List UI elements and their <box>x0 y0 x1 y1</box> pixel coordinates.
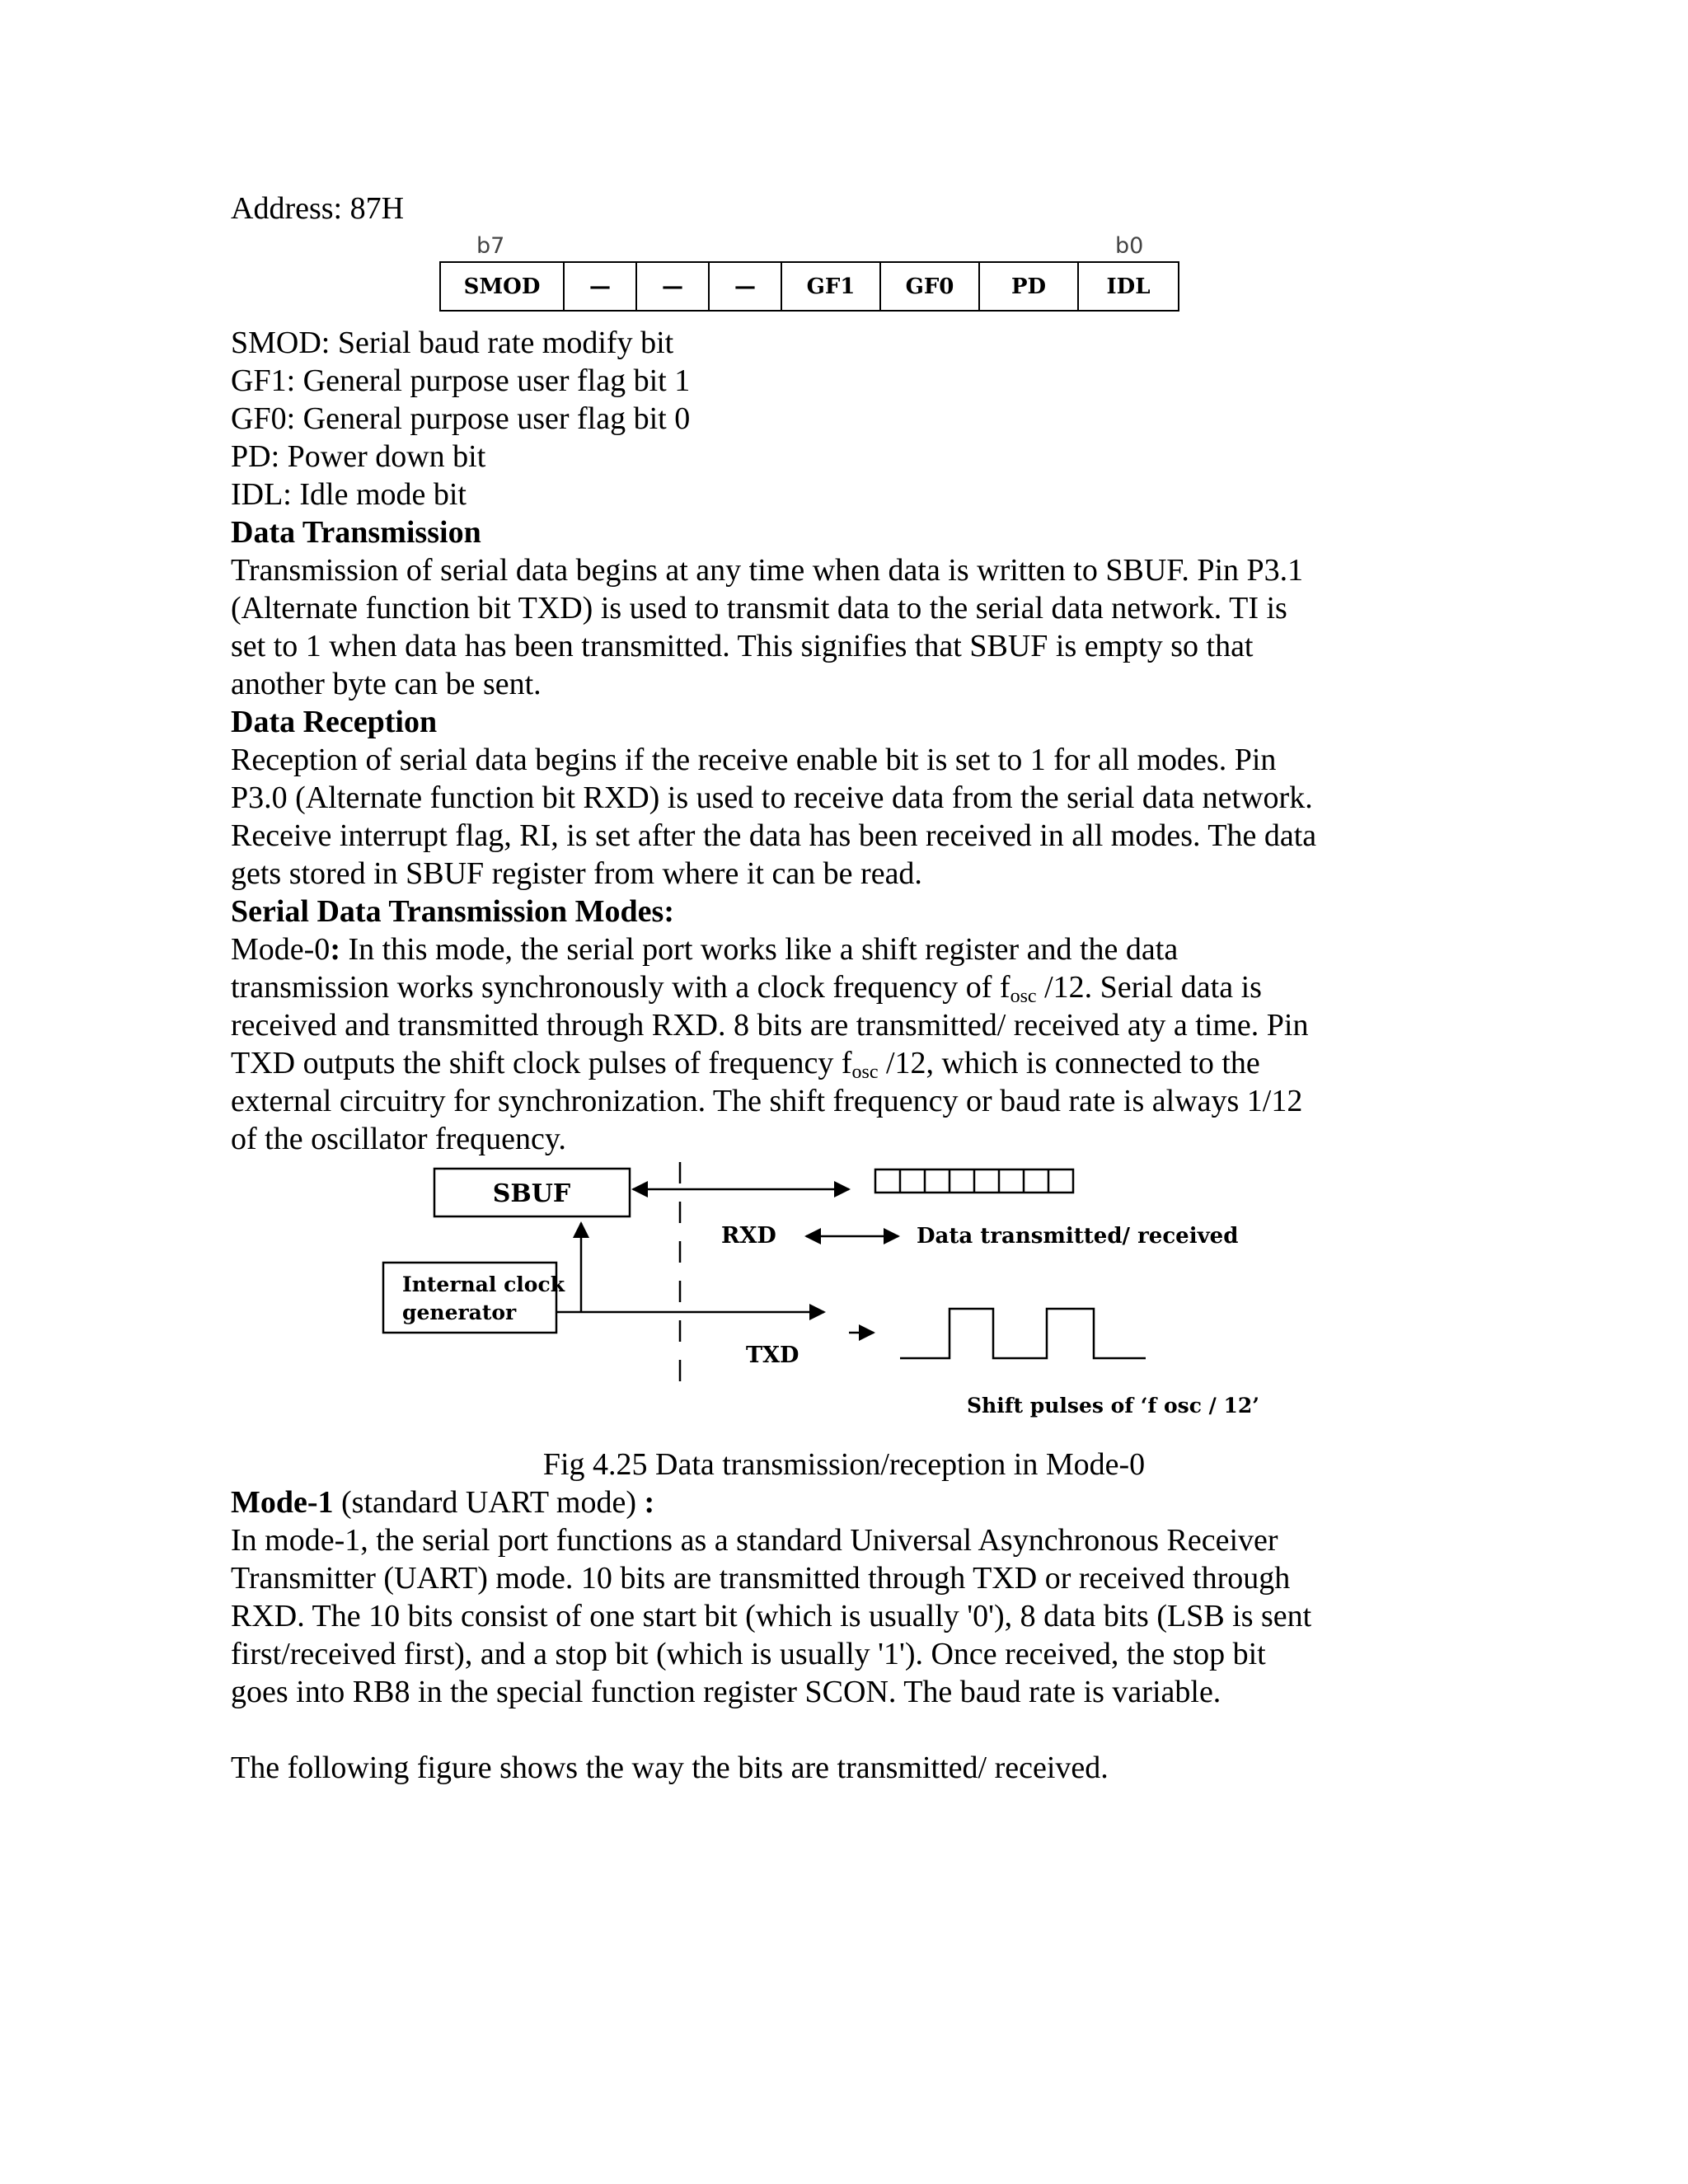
paragraph-line: received and transmitted through RXD. 8 bits are transmitted/ received aty a time. Pin <box>231 1008 1309 1043</box>
paragraph-line: Transmitter (UART) mode. 10 bits are transmitted through TXD or received through <box>231 1561 1291 1596</box>
fosc-subscript: osc <box>1010 986 1037 1007</box>
shift-pulse-waveform <box>900 1309 1146 1358</box>
bit-description: IDL: Idle mode bit <box>231 477 467 512</box>
paragraph-line: (Alternate function bit TXD) is used to transmit data to the serial data network. TI is <box>231 591 1287 626</box>
paragraph-line: Receive interrupt flag, RI, is set after the data has been received in all modes. The data <box>231 818 1317 853</box>
data-transmitted-label: Data transmitted/ received <box>917 1224 1239 1249</box>
data-transmission-heading: Data Transmission <box>231 515 481 550</box>
address-line: Address: 87H <box>231 191 405 226</box>
paragraph-line: external circuitry for synchronization. The shift frequency or baud rate is always 1/12 <box>231 1084 1303 1118</box>
rxd-label: RXD <box>721 1223 776 1249</box>
bit-description: GF1: General purpose user flag bit 1 <box>231 363 691 398</box>
register-bit-4: — <box>710 263 782 310</box>
register-lsb-label: b0 <box>1115 233 1144 259</box>
register-bit-3: GF1 <box>782 263 881 310</box>
register-msb-label: b7 <box>476 233 505 259</box>
register-bit-2: GF0 <box>881 263 980 310</box>
mode0-line2-tail: /12. Serial data is <box>1036 970 1262 1005</box>
register-bit-7: SMOD <box>441 263 565 310</box>
clock-label-1: Internal clock <box>402 1272 565 1296</box>
mode1-colon: : <box>644 1485 655 1520</box>
paragraph-line: Reception of serial data begins if the receive enable bit is set to 1 for all modes. Pin <box>231 743 1277 777</box>
register-bit-6: — <box>565 263 637 310</box>
mode0-line4-text: TXD outputs the shift clock pulses of frequency f <box>231 1046 852 1080</box>
data-bit-boxes <box>875 1169 1073 1193</box>
fosc-subscript: osc <box>851 1062 879 1083</box>
closing-line: The following figure shows the way the bits are transmitted/ received. <box>231 1750 1109 1785</box>
modes-heading: Serial Data Transmission Modes: <box>231 894 674 929</box>
mode0-line4-tail: /12, which is connected to the <box>878 1046 1260 1080</box>
mode0-colon: : <box>330 932 340 967</box>
shift-pulses-label: Shift pulses of ‘f osc / 12’ <box>967 1394 1259 1418</box>
data-reception-heading: Data Reception <box>231 705 438 739</box>
paragraph-line: gets stored in SBUF register from where it can be read. <box>231 856 922 891</box>
mode1-section <box>231 1483 1311 1711</box>
paragraph-line: In mode-1, the serial port functions as a standard Universal Asynchronous Receiver <box>231 1523 1278 1558</box>
figure-caption: Fig 4.25 Data transmission/reception in Mode-0 <box>542 1447 1146 1482</box>
bit-description: GF0: General purpose user flag bit 0 <box>231 401 691 436</box>
sbuf-label: SBUF <box>492 1179 571 1208</box>
paragraph-line: goes into RB8 in the special function register SCON. The baud rate is variable. <box>231 1675 1221 1709</box>
mode1-label: Mode-1 <box>231 1485 334 1520</box>
paragraph-line: of the oscillator frequency. <box>231 1122 566 1156</box>
mode0-line2-text: transmission works synchronously with a clock frequency of f <box>231 970 1010 1005</box>
paragraph-line: Transmission of serial data begins at any time when data is written to SBUF. Pin P3.1 <box>231 553 1304 588</box>
mode1-heading-line <box>231 1483 1311 1521</box>
txd-label: TXD <box>746 1343 799 1368</box>
mode0-label: Mode-0 <box>231 932 331 967</box>
paragraph-line: first/received first), and a stop bit (which is usually '1'). Once received, the stop bit <box>231 1637 1266 1671</box>
mode0-line1: In this mode, the serial port works like a shift register and the data <box>340 932 1179 967</box>
paragraph-line: another byte can be sent. <box>231 667 542 701</box>
bit-description: PD: Power down bit <box>231 439 486 474</box>
register-bit-0: IDL <box>1106 274 1151 299</box>
mode1-subtitle: (standard UART mode) <box>333 1485 645 1520</box>
register-bit-1: PD <box>980 263 1079 310</box>
clock-label-2: generator <box>402 1301 517 1324</box>
paragraph-line: P3.0 (Alternate function bit RXD) is used to receive data from the serial data network. <box>231 780 1313 815</box>
register-bit-5: — <box>637 263 710 310</box>
paragraph-line: set to 1 when data has been transmitted. This signifies that SBUF is empty so that <box>231 629 1254 663</box>
bit-description: SMOD: Serial baud rate modify bit <box>231 326 674 360</box>
paragraph-line: RXD. The 10 bits consist of one start bit (which is usually '0'), 8 data bits (LSB is sent <box>231 1599 1312 1633</box>
